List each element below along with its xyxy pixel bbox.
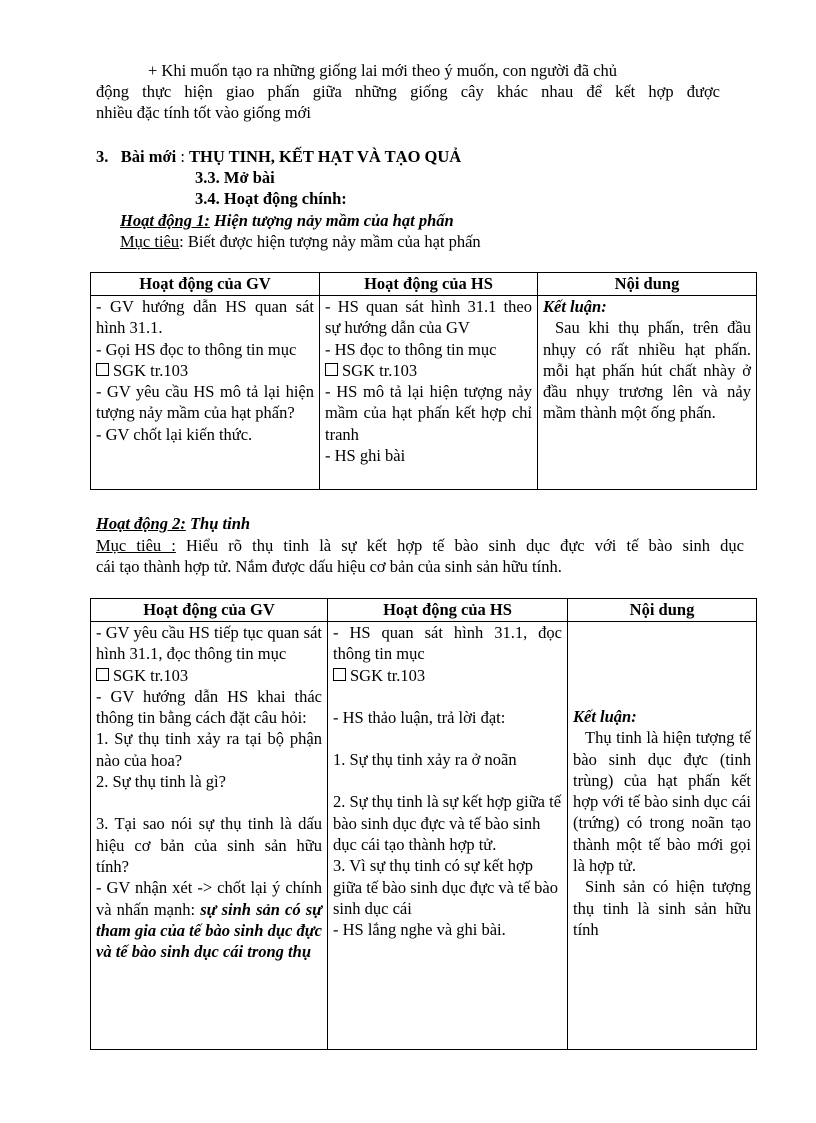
activity2-heading-label: Hoạt động 2:: [96, 514, 186, 533]
checkbox-icon: [96, 668, 109, 681]
hs-cell: [328, 622, 568, 1050]
noi-dung-cell: [538, 296, 757, 490]
checkbox-icon: [96, 363, 109, 376]
activity2-table: [90, 598, 757, 1050]
activity1-goal-text: : Biết được hiện tượng nảy mầm của hạt phấn: [179, 232, 481, 251]
section-label: Bài mới: [120, 147, 177, 166]
table-header-row: [91, 273, 757, 296]
col-header-noi-dung: Nội dung: [568, 599, 757, 622]
subheading-mo-bai: 3.3. Mở bài: [195, 168, 275, 187]
conclusion-text: Thụ tinh là hiện tượng tế bào sinh dục đực (tinh trùng) của hạt phấn kết hợp với tế bào sinh dục cái (trứng) có trong noãn tạo thành một tế bào mới gọi là hợp tử.: [573, 728, 751, 876]
conclusion-title: Kết luận:: [573, 707, 637, 726]
activity2-heading-text: Thụ tinh: [185, 514, 251, 533]
activity1-heading-text: Hiện tượng nảy mầm của hạt phấn: [209, 211, 454, 230]
table-row: [91, 296, 757, 490]
hs-item: SGK tr.103: [325, 360, 532, 381]
gv-item: - GV yêu cầu HS mô tả lại hiện tượng nảy mầm của hạt phấn?: [96, 382, 314, 423]
conclusion-title: Kết luận:: [543, 297, 607, 316]
section-sep: :: [176, 147, 190, 166]
activity2-goal-line-1: [96, 535, 744, 556]
activity2-goal-label: Mục tiêu :: [96, 536, 176, 555]
table-row: [91, 622, 757, 1050]
hs-item: SGK tr.103: [333, 665, 562, 686]
table-header-row: [91, 599, 757, 622]
conclusion-text: Sinh sản có hiện tượng thụ tinh là sinh sản hữu tính: [573, 877, 751, 939]
col-header-gv: Hoạt động của GV: [91, 599, 328, 622]
gv-cell: [91, 622, 328, 1050]
checkbox-icon: [333, 668, 346, 681]
hs-item: - HS mô tả lại hiện tượng nảy mầm của hạt phấn kết hợp chỉ tranh: [325, 382, 532, 444]
noi-dung-cell: [568, 622, 757, 1050]
intro-line-1: + Khi muốn tạo ra những giống lai mới theo ý muốn, con người đã chủ: [148, 61, 617, 80]
hs-item: - HS quan sát hình 31.1 theo sự hướng dẫn của GV: [325, 297, 532, 338]
checkbox-icon: [325, 363, 338, 376]
gv-item: - Gọi HS đọc to thông tin mục: [96, 339, 297, 359]
hs-item: - HS ghi bài: [325, 446, 406, 466]
intro-line-2: động thực hiện giao phấn giữa những giống cây khác nhau để kết hợp được: [96, 82, 720, 101]
section-number: 3.: [96, 147, 109, 166]
hs-item: - HS thảo luận, trả lời đạt:: [333, 707, 506, 727]
hs-item: 3. Vì sự thụ tinh có sự kết hợp giữa tế bào sinh dục đực và tế bào sinh dục cái: [333, 856, 558, 918]
col-header-hs: Hoạt động của HS: [320, 273, 538, 296]
col-header-hs: Hoạt động của HS: [328, 599, 568, 622]
col-header-gv: Hoạt động của GV: [91, 273, 320, 296]
activity1-table: [90, 272, 757, 490]
activity2-goal-text: Hiểu rõ thụ tinh là sự kết hợp tế bào sinh dục đực với tế bào sinh dục: [175, 536, 744, 555]
hs-item: 1. Sự thụ tinh xảy ra ở noãn: [333, 750, 517, 770]
gv-item: - GV hướng dẫn HS quan sát hình 31.1.: [96, 297, 314, 338]
conclusion-text: Sau khi thụ phấn, trên đầu nhụy có rất nhiều hạt phấn. mỗi hạt phấn hút chất nhày ở đầu nhụy trương lên và nảy mầm thành một ống phấn.: [543, 318, 751, 423]
activity1-heading-label: Hoạt động 1:: [120, 211, 210, 230]
intro-line-3: nhiều đặc tính tốt vào giống mới: [96, 103, 311, 122]
gv-item: SGK tr.103: [96, 665, 322, 686]
col-header-noi-dung: Nội dung: [538, 273, 757, 296]
gv-item: - GV hướng dẫn HS khai thác thông tin bằng cách đặt câu hỏi:: [96, 686, 322, 728]
gv-item: 2. Sự thụ tinh là gì?: [96, 772, 226, 792]
hs-item: - HS lắng nghe và ghi bài.: [333, 920, 506, 940]
gv-item: 3. Tại sao nói sự thụ tinh là dấu hiệu cơ bản của sinh sản hữu tính?: [96, 814, 322, 876]
hs-item: - HS đọc to thông tin mục: [325, 339, 497, 359]
activity1-goal-label: Mục tiêu: [120, 232, 180, 251]
gv-item: - GV chốt lại kiến thức.: [96, 424, 253, 444]
gv-cell: [91, 296, 320, 490]
gv-item: 1. Sự thụ tinh xảy ra tại bộ phận nào của hoa?: [96, 729, 322, 770]
section-heading: [96, 146, 720, 167]
hs-item: 2. Sự thụ tinh là sự kết hợp giữa tế bào sinh dục đực và tế bào sinh dục cái tạo thành hợp tử.: [333, 792, 562, 855]
activity2-goal-line-2: cái tạo thành hợp tử. Nắm được dấu hiệu cơ bản của sinh sản hữu tính.: [96, 557, 562, 576]
activity1-goal: [120, 231, 481, 252]
gv-item: SGK tr.103: [96, 360, 314, 381]
gv-item: - GV nhận xét -> chốt lại ý chính và nhấn mạnh: sự sinh sản có sự tham gia của tế bào sinh dục đực và tế bào sinh dục cái trong thụ: [96, 878, 322, 962]
activity1-heading: [120, 210, 454, 231]
hs-item: - HS quan sát hình 31.1, đọc thông tin mục: [333, 623, 562, 664]
emphasis-text: sự sinh sản có sự tham gia của tế bào sinh dục đực và tế bào sinh dục cái trong thụ: [96, 899, 322, 962]
subheading-hoat-dong-chinh: 3.4. Hoạt động chính:: [195, 189, 347, 208]
gv-item: - GV yêu cầu HS tiếp tục quan sát hình 31.1, đọc thông tin mục: [96, 623, 322, 664]
activity2-heading: [96, 513, 250, 534]
hs-cell: [320, 296, 538, 490]
section-title: THỤ TINH, KẾT HẠT VÀ TẠO QUẢ: [189, 147, 462, 166]
